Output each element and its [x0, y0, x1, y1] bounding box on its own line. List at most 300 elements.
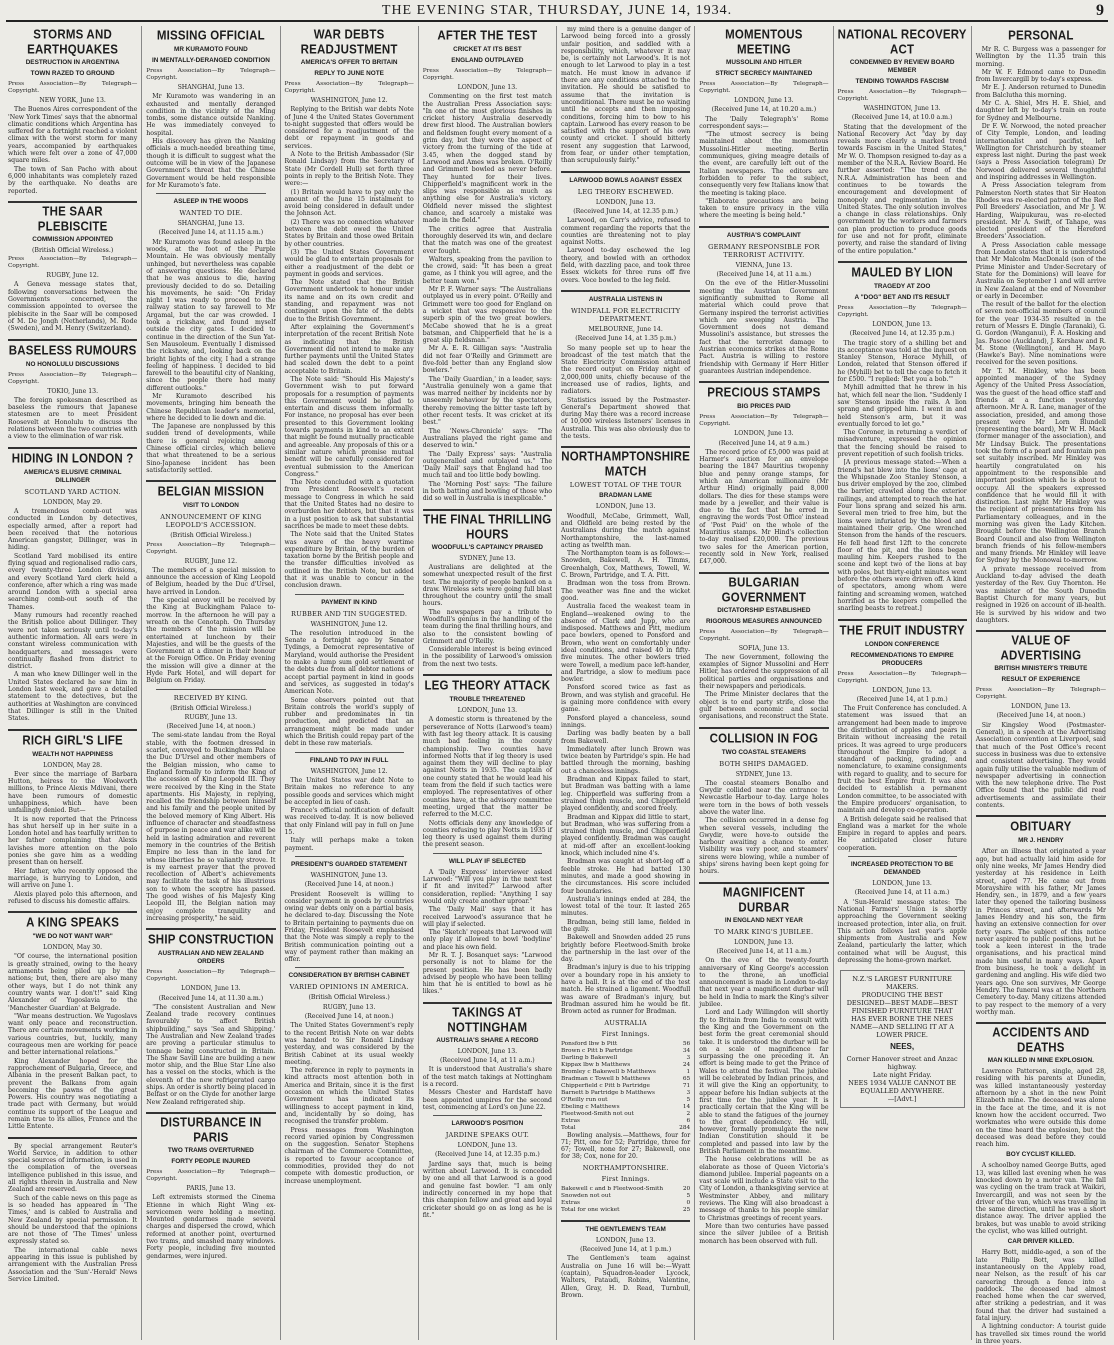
article-subheading: CAR DRIVER KILLED.: [1007, 1238, 1075, 1246]
article-subheading: TOWN RAZED TO GROUND: [30, 70, 115, 77]
article-paragraph: The United States war debt Note to Britain makes no reference to any possible goods and services which might be accepted in lieu of cash.: [284, 776, 414, 806]
article-paragraph: The 'Daily Telegraph's' Rome correspondent says:—: [699, 115, 829, 130]
article-paragraph: Ponsford played a chanceless, sound innings.: [561, 714, 691, 729]
press-credit: Press Association—By Telegraph—Copyright.: [699, 414, 829, 428]
article-dateline: WASHINGTON, June 13.: [863, 105, 941, 112]
scorecard-line: [561, 1207, 690, 1214]
article-dateline: LONDON, June 13.: [457, 1142, 518, 1150]
article-paragraph: Mr R. C. Burgess was a passenger for Wellington by the 11.35 train this morning.: [975, 46, 1106, 68]
article-dateline: (Received June 14, at 12.35 p.m.): [849, 330, 955, 338]
article-subheading: A "DOG" BET AND ITS RESULT: [854, 293, 950, 301]
article-dateline: LONDON, June 13.: [872, 320, 932, 328]
article-dateline: SHANGHAI, June 13.: [177, 220, 245, 228]
article-paragraph: Mr C. A. Shiel, Mrs H. E. Shiel, and daughter left by to-day's train en route for Sydney and Melbourne.: [975, 100, 1106, 122]
article-dateline: SYDNEY, June 13.: [459, 554, 516, 562]
article-paragraph: The collision occurred in a dense fog when several vessels, including the Gwydir, were hove-to outside the harbour awaiting a chance to enter. Visibility was very poor, and steamers' sirens were blowing, while a number of ships' sirens having been kept going for hours.: [699, 817, 829, 876]
article-subheading: PAYMENT IN KIND: [321, 598, 377, 606]
article-subheading: BOTH SHIPS DAMAGED.: [719, 759, 809, 768]
article-paragraph: A Press Association telegram from Palmerston North states that Sir Heaton Rhodes was re-elected patron of the Red Poll Breeders' Association, and Mr J. W. Harding, Waipukurau, was re-elected president. Mr A. Swift, of Tahape, was elected president of the Hereford Breeders' Association.: [975, 182, 1106, 241]
press-credit: Press Association—By Telegraph—Copyright.: [146, 68, 276, 81]
article-subheading: MAN KILLED IN MINE EXPLOSION.: [987, 1057, 1094, 1065]
article-dateline: LONDON, June 13.: [734, 430, 794, 438]
article-subheading: ENGLAND OUTPLAYED: [451, 57, 524, 64]
page-number: 9: [1096, 2, 1104, 19]
article-headline: THE SAAR PLEBISCITE: [37, 204, 108, 234]
article-dateline: VIENNA, June 13.: [735, 261, 793, 269]
article-headline: MOMENTOUS MEETING: [725, 28, 803, 57]
article-subheading: AUSTRIA'S COMPLAINT: [726, 231, 801, 239]
article-subheading: TO MARK KING'S JUBILEE.: [714, 927, 814, 936]
advertisement-line: N.Z.'S LARGEST FURNITURE MAKERS.: [852, 975, 952, 992]
press-credit: Press Association—By Telegraph—Copyright.: [146, 1168, 276, 1182]
article-dateline: WASHINGTON, June 12.: [310, 620, 388, 628]
press-credit: Press Association—By Telegraph—Copyright.: [837, 670, 967, 684]
article-subheading: AUSTRALIA'S SHARE A RECORD: [436, 1036, 539, 1044]
article-subheading: WEALTH NOT HAPPINESS: [32, 750, 114, 758]
article-subheading: DICTATORSHIP ESTABLISHED: [717, 606, 811, 614]
article-subheading: LARWOOD'S POSITION: [451, 1120, 524, 1128]
article-paragraph: The Japanese are nonplussed by this sudden trend of developments, while there is general rejoicing among Chinese official circles, which believe that what threatened to be a serious Sino-Japanese incident has been satisfactorily settled.: [146, 423, 276, 474]
scorecard-entry: Extras: [561, 1117, 581, 1124]
divider: [976, 815, 1106, 817]
press-credit: Press Association—By Telegraph—Copyright.: [146, 541, 276, 555]
divider: [295, 967, 404, 968]
article-paragraph: Messrs Chester and Hardstaff have been appointed umpires for the second test, commencing at Lord's on June 22.: [422, 1089, 552, 1111]
scorecard-runs: 56: [682, 1040, 691, 1047]
article-paragraph: Left extremists stormed the Cinema Etienne in which Right Wing ex-servicemen were holding a meeting. Mounted gendarmes made several charges and dispersed the crowd, which reformed at another point, overturned two trams, and smashed many windows. Forty people, including five mounted gendarmes, were injured.: [146, 1194, 276, 1260]
article-headline: MAULED BY LION: [851, 265, 953, 280]
article-subheading: TRAGEDY AT ZOO: [873, 282, 931, 290]
article-paragraph: Bakewell and Snowden added 25 runs brightly before Fleetwood-Smith broke the partnership in the last over of the day.: [561, 934, 691, 964]
article-paragraph: The 'News-Chronicle' says: "The Australians played the right game and deserved to win.": [422, 427, 552, 450]
press-credit: Press Association—By Telegraph—Copyright.: [699, 81, 829, 94]
article-subheading: First Innings.: [601, 1174, 650, 1183]
article-paragraph: [A previous message stated:—When a friend's hat blew into the lions' cage at the Whipsnade Zoo Stanley Stenson, a bus driver employed by the zoo, climbed the barrier, crawled along the exterior railings, and attempted to reach the hat. Four lions sprang and seized his arm. Several men tried to free him, but the lions were infuriated by the blood and maintained their grip. One wrenched Stenson from the hands of the rescuers. He fell head first 12ft to the concrete floor of the pit, and the lions began mauling him. Keepers rushed to the scene and kept two of the lions at bay with poles, but thirty-eight minutes went before the others were driven off. A kind of spectators, among whom were fainting and screaming women, watched horrified as the keepers compelled the snarling beasts to retreat.]: [837, 459, 967, 613]
article-headline: OBITUARY: [1010, 820, 1072, 835]
divider: [838, 619, 967, 621]
article-paragraph: "The utmost secrecy is being maintained about the momentous Mussolini-Hitler meeting. Berlin communiques, giving meagre details of the event, are carefully left out of the Italian newspapers. The editors are forbidden to refer to the subject, consequently very few Italians know that the meeting is taking place.: [699, 131, 829, 197]
article-dateline: (Received June 14, at 11.30 a.m.): [158, 994, 264, 1002]
article-subheading: FORTY PEOPLE INJURED: [171, 1157, 251, 1165]
divider: [146, 480, 275, 482]
article-paragraph: my mind there is a genuine danger of Larwood being forced into a grossly unfair position, and saddled with a responsibility, which, whatever it may be, is certainly not Larwood's. It is not enough to let Larwood to play in a test match. He must know in advance if there are any conditions attached to the invitation. He should be satisfied to assume that the invitation is unconditional. There must be no waiting until he accepts and then imposing conditions, forcing him to bow to his captain. Larwood has every reason to be satisfied with the support of his own county and cricket. I should bitterly resent any suggestion that Larwood, from fear, or under other temptation, than scrupulously fairly.": [561, 26, 691, 165]
article-paragraph: Mr T. M. Hinkley, who has been appointed manager of the Sydney Agency of the United Press Association, was the guest of the head office staff and friends at a function yesterday afternoon. Mr A. R. Lane, manager of the association, presided, and among those present were Mr Lorn Blundell (representing the board), Mr W. H. Mack (former manager of the association), and Mr Lindsay Buick. The presentations took the form of a pearl and fountain pen set suitably inscribed. Mr Hinkley was heartily congratulated on his appointment to the responsible and important position which he is about to occupy. All the speakers expressed confidence that he would fill it with distinction. Last night Mr Hinkley was the recipient of presentations from his Parliamentary colleagues, and in the morning was given the Lady Kitchen. Brought before the Wellington Branch Board Council and also from Wellington branch friends of his fellow-members and many friends. Mr Hinkley will leave for Sydney by the Monowai to-morrow.: [975, 367, 1106, 565]
article-paragraph: The house celebrations will be as elaborate as those of Queen Victoria's diamond jubilee. Imperial pageants on a vast scale will include a State visit to the City of London, a thanksgiving service at Westminster Abbey, and military reviews. The King will also broadcast a message of thanks to his people similar to Christmas greetings of recent years.: [699, 1156, 829, 1222]
scorecard-runs: 14: [682, 1103, 691, 1110]
divider: [699, 882, 828, 884]
article-dateline: LONDON, June 13.: [457, 707, 518, 715]
article-subheading: THE GENTLEMEN'S TEAM: [585, 1225, 666, 1233]
scorecard-line: [561, 1076, 690, 1083]
scorecard-entry: Brown c Pitt b Partridge: [561, 1047, 633, 1054]
article-headline: AFTER THE TEST: [437, 29, 538, 43]
divider: [8, 729, 137, 731]
press-credit: Press Association—By Telegraph—Copyright.: [699, 628, 829, 642]
scorecard-runs: 3: [686, 1054, 691, 1061]
article-paragraph: It is understood that Australia's share of the test match takings at Nottingham is a record.: [422, 1066, 552, 1088]
article-headline: TAKINGS AT NOTTINGHAM: [447, 1005, 528, 1035]
article-headline: STORMS AND EARTHQUAKES: [27, 28, 119, 57]
article-paragraph: Commenting on the first test match the Australian Press Association says: "In one of the most glorious finishes in cricket history Australia deservedly drew first blood. The Australian bowlers and fieldsmen fought every moment of a grim day, but they wore the aspect of victory from the turning of the tide at 3.45, when the dogged stand by Larwood and Ames was broken. O'Reilly and Grimmett bowled as never before. They hunted for their lives. Chipperfield's magnificent work in the slips was responsible as much as anything else for Australia's victory. Oldfield never missed the slightest chance, and scarcely a mistake was made in the field.": [422, 93, 552, 225]
article-headline: BELGIAN MISSION: [157, 485, 265, 500]
advertisement-line: Corner Hanover street and Anzac highway.: [846, 1055, 958, 1072]
article-subheading: CONSIDERATION BY BRITISH CABINET: [288, 972, 410, 980]
article-dateline: (Received June 14, at 10.20 a.m.): [711, 106, 817, 114]
article-paragraph: Considerable interest is being evinced in the possibility of Larwood's omission from the next two tests.: [422, 646, 552, 668]
article-dateline: LONDON, June 13.: [1011, 703, 1071, 711]
article-subheading: ASLEEP IN THE WOODS: [173, 198, 249, 206]
press-credit: Press Association—By Telegraph—Copyright.: [8, 256, 138, 270]
article-paragraph: Immediately after lunch Brown was twice beaten by Partridge's spin. He had battled through the morning, bashing out a chanceless innings.: [561, 745, 691, 775]
article-subheading: VARIED OPINIONS IN AMERICA.: [289, 983, 409, 992]
divider: [423, 1002, 552, 1004]
article-subheading: PRESIDENT'S GUARDED STATEMENT: [290, 860, 408, 868]
divider: [699, 381, 828, 383]
article-subheading: NORTHAMPTONSHIRE.: [582, 1163, 669, 1172]
scorecard-entry: O'Reilly run out: [561, 1096, 608, 1103]
divider: [848, 856, 957, 857]
article-paragraph: A private message received from Auckland to-day advised the death yesterday of the Rev. Guy Thornton. He was minister of the South Dunedin Baptist Church for many years, but resigned in 1926 on account of ill-health. He is survived by his widow and two daughters.: [975, 565, 1106, 624]
scorecard-entry: Darling b Bakewell: [561, 1054, 618, 1061]
article-dateline: (Received June 14, at 11 a.m.): [716, 947, 812, 955]
article-paragraph: Her father, who recently opposed the marriage, is hurrying to London, and will arrive on June 1.: [8, 867, 138, 890]
article-paragraph: Australians are delighted at the somewhat unexpected result of the first test. The majority of people banked on a draw. Wireless sets were going full blast throughout the country until the small hours.: [422, 563, 552, 608]
article-paragraph: Replying to the British war debts Note of June 4 the United States Government to-night suggested that offers would be considered for a readjustment of the debt or repayment in goods and services.: [284, 106, 414, 150]
article-paragraph: On the eve of the Hitler-Mussolini meeting the Austrian Government significantly submitted to Rome all material which could prove that Germany inspired the terrorist activities which are sweeping Austria. The Government does not demand Mussolini's assistance, but stresses the fact that the terrorist damage to Austrian economics strikes at the Rome Pact. Austria is willing to restore friendship with Germany if Herr Hitler guarantees Austrian independence.: [699, 280, 829, 375]
scorecard-line: [561, 1200, 690, 1207]
article-subheading: MR J. HENDRY: [1018, 837, 1064, 845]
article-paragraph: Such of the cable news on this page as is so headed has appeared in 'The Times,' and is cabled to Australia and New Zealand by special permission. It should be understood that the opinions are not those of 'The Times' unless expressly stated so.: [8, 1194, 138, 1246]
article-dateline: MELBOURNE, June 14.: [588, 325, 663, 333]
article-dateline: (Received June 14, at noon.): [996, 712, 1086, 720]
article-dateline: LONDON, May 30.: [43, 944, 103, 952]
scorecard-line: [561, 1041, 690, 1048]
article-paragraph: The resolution introduced in the Senate a fortnight ago by Senator Tydings, a Democrat representative of Maryland, would authorise the President to make a lump sum gold settlement of the debts due from all debtor nations or accept partial payment in kind in goods and services, as suggested in today's American Note.: [284, 629, 414, 696]
article-paragraph: The special envoy will be received by the King at Buckingham Palace to-morrow. In the afternoon he will pay a wreath on the Cenotaph. On Thursday the members of the mission will be entertained at luncheon by their Majesties, and will be the guests of the Government at a dinner in their honour at the Foreign Office. On Friday evening the mission will give a dinner at the Hyde Park Hotel, and will depart for Belgium on Friday.: [146, 597, 276, 685]
scorecard-entry: Total for one wicket: [561, 1206, 620, 1213]
scorecard-line: [561, 1083, 690, 1090]
article-subheading: COMMISSION APPOINTED: [32, 235, 113, 243]
press-credit: Press Association—By Telegraph—Copyright.: [8, 81, 138, 94]
article-paragraph: After an illness that originated a year ago, but had actually laid him aside for only nine weeks, Mr James Hendry died yesterday at his residence in Leith street, aged 77. He came out from Morayshire with his father, Mr James Hendry, sen., in 1879, and a few years later they opened the tailoring business in Princes street, and afterwards Mr James Hendry and his son, the firm having an extensive connection for over forty years. The subject of this notice never aspired to public positions, but he took a keen interest in the trade organisations, and his practical mind made him useful in many ways. Apart from business, he took a delight in gardening and angling. His wife died two years ago. One son survives, Mr George Hendry. The funeral was at the Northern Cemetery to-day. Many citizens attended to pay respect to the memory of a very worthy man.: [975, 848, 1106, 1016]
article-paragraph: The United States Government's reply to the recent British Note on war debts was handed to Sir Ronald Lindsay yesterday, and was considered by the British Cabinet at its usual weekly meeting.: [284, 1022, 414, 1066]
divider: [561, 1220, 690, 1222]
article-subheading: RIGOROUS MEASURES ANNOUNCED: [705, 617, 822, 625]
article-headline: PERSONAL: [1008, 29, 1074, 43]
article-headline: VALUE OF ADVERTISING: [1000, 634, 1082, 663]
article-subheading: NO HONOLULU DISCUSSIONS: [25, 360, 120, 368]
article-subheading: IN MENTALLY-DERANGED CONDITION: [151, 57, 270, 64]
divider: [433, 853, 542, 854]
column-4: [419, 26, 557, 1340]
divider: [423, 674, 552, 676]
article-paragraph: The reference in reply to payments in kind attracts most attention both in America and Britain, since it is the first occasion on which the United States Government has indicated its willingness to accept payment in kind, and, incidentally by so doing, has recognised the transfer problem.: [284, 1067, 414, 1126]
article-dateline: LONDON, June 13.: [595, 1236, 656, 1244]
article-subheading: RESULT OF EXPERIENCE: [1001, 676, 1081, 684]
article-paragraph: The semi-state landau from the Royal stable, with the footmen dressed in scarlet, conveyed to Buckingham Palace the Duc D'Ursel and other members of the Belgian mission, who came to England formally to inform the King of the accession of King Leopold III. They were received by the King in the State apartments. His Majesty, in replying, recalled the friendship between himself and his family and the people united by the beloved memory of King Albert. His influence of character and steadfastness of purpose in peace and war alike will be held in lasting admiration and reverent memory in the countries of the British Empire no less than in the land for whose liberties he so valiantly strove. It is my earnest prayer that the proved recollection of Albert's achievements may facilitate the task of his illustrious son to whom the sceptre has passed. The good wishes of his Majesty King Leopold III, the Belgian nation may enjoy complete tranquility and increasing prosperity," he said.: [146, 732, 276, 922]
article-paragraph: Darling was badly beaten by a ball from Bakewell.: [561, 730, 691, 745]
masthead-title: THE EVENING STAR, THURSDAY, JUNE 14, 1934.: [381, 3, 733, 18]
article-dateline: LONDON, June 13.: [181, 985, 241, 993]
scorecard-runs: 25: [682, 1206, 691, 1213]
article-headline: THE FINAL THRILLING HOURS: [423, 512, 552, 542]
divider: [8, 339, 137, 341]
divider: [561, 290, 690, 292]
scorecard-line: [561, 1111, 690, 1118]
article-paragraph: "The consistent Australian and New Zealand trade recovery continues favourably to affect British shipbuilding," says 'Sea and Shipping.' The Australian and New Zealand trades are proving a particular stimulus to tonnage being constructed in Britain. The Shaw Savill Line are building a new motor ship, and the Blue Star Line also has a vessel on the stocks, which is the eleventh of the new refrigerated cargo ships. An order is shortly being placed in Belfast or on the Clyde for another large New Zealand refrigerated ship.: [146, 1003, 276, 1106]
article-headline: NATIONAL RECOVERY ACT: [837, 28, 967, 57]
scorecard-line: [561, 1125, 690, 1132]
article-headline: COLLISION IN FOG: [709, 731, 819, 746]
article-subheading: RUBBER AND TIN SUGGESTED.: [291, 609, 408, 618]
press-credit: Press Association—By Telegraph—Copyright.: [837, 304, 967, 318]
column-8: [972, 26, 1110, 1345]
scorecard-line: [561, 1048, 690, 1055]
article-paragraph: The Gentlemen's team against Australia on June 16 will be:—Wyatt (captain), Squadron-leader Lycock, Walters, Pataudi, Robins, Valentine, Allen, Gray, H. D. Read, Turnbull, Brown.: [561, 1255, 691, 1299]
article-subheading: WOODFULL'S CAPTAINCY PRAISED: [431, 543, 544, 551]
scorecard-line: [561, 1104, 690, 1111]
article-paragraph: "Of course, the international position is greatly strained, owing to the heavy armaments being piled up by the nations; but, then, there are also many other ways, but I do not think any country wants war. I don't!" said King Alexander of Yugoslavia to the 'Manchester Guardian' at Belgrade.: [8, 953, 138, 1012]
scorecard-line: [561, 1186, 690, 1193]
article-paragraph: Lord and Lady Willingdon will shortly fly to Britain from India to consult with the King and the Government on the best form the great ceremonial should take. It is understood the durbar will be on a scale of magnificence far surpassing the one preceding it. An effort is being made to get the Prince of Wales to attend the festival. The jubilee will be celebrated by Indian princes, and it will give the King an opportunity, to appear before his Indian subjects at the first time for the jubilee year. It is practically certain that the King will be able to stand the fatigues of the journey to the great dependency. He will, however, formally promulgate the new Indian Constitution should it be completed and passed into law by the British Parliament in the meantime.: [699, 1009, 829, 1155]
article-dateline: (Received June 14, at 9 a.m.): [718, 439, 810, 447]
divider: [295, 856, 404, 857]
article-paragraph: The Prime Minister declares that the object is to end party strife, close the gulf between economic and social organisations, and reconstruct the State.: [699, 691, 829, 721]
article-dateline: WASHINGTON, June 12.: [310, 97, 388, 104]
article-paragraph: The coastal steamers Bonalbo and Gwydir collided near the entrance to Newcastle Harbour to-day. Large holes were torn in the bows of both vessels above the water line.: [699, 779, 829, 816]
article-paragraph: The Buenos Aires correspondent of the 'New York Times' says that the abnormal climatic conditions which Argentina has suffered for a fortnight reached a violent climax with the worst storm for many years, accompanied by earthquakes which were felt over a zone of 47,000 square miles.: [8, 106, 138, 165]
article-subheading: FINLAND TO PAY IN FULL: [309, 756, 389, 764]
article-subheading: BRITISH MINISTER'S TRIBUTE: [994, 665, 1088, 673]
scorecard-runs: 20: [682, 1185, 691, 1192]
scorecard-runs: 1: [686, 1068, 691, 1075]
article-dateline: LONDON, May 29.: [43, 498, 103, 506]
article-paragraph: The result of the ballot for the election of seven non-official members of council for the year 1934-35 resulted in the return of Messrs E. Dingle (Taranaki), G. G. Gordon (Wanganui), F. A. Hosking and Jas. Pascoe (Auckland), J. Kershaw and R. M. Stone (Wellington), and H. Mayo (Hawke's Bay). Nine nominations were received for the seven positions.: [975, 301, 1106, 367]
scorecard-runs: 24: [682, 1061, 691, 1068]
article-paragraph: Stating that the development of the National Recovery Act "day by day reveals more clearly a marked trend towards Fascism in the United States," Mr W. O. Thompson resigned to-day as a member of the N.R.A. Review Board. He further asserted: "The trend of the N.R.A. Administration has been and continues to be towards the encouragement and development of monopoly and regimentation in the United States. The only solution involves a change in class relationships. Only government by the workers and farmers can plan production to produce goods for use and not for profit, eliminate poverty, and raise the standard of living of the entire population.": [837, 123, 967, 255]
article-paragraph: France's official notification of default was received to-day. It is now believed that only Finland will pay in full on June 15.: [284, 807, 414, 837]
advertisement-line: —[Advt.]: [887, 1095, 917, 1104]
divider: [699, 727, 828, 729]
article-dateline: (Received June 14, at 11 a.m.): [716, 271, 812, 279]
article-paragraph: The 'Morning Post' says: "The failure in both batting and bowling of those who did so well in Australia is inexplicable.": [422, 480, 552, 503]
article-dateline: SOFIA, June 13.: [738, 644, 790, 652]
article-dateline: LONDON, May 28.: [43, 761, 103, 769]
scorecard-entry: Fleetwood-Smith not out: [561, 1110, 634, 1117]
scorecard-entry: Ponsford lbw b Pitt: [561, 1040, 618, 1047]
article-dateline: TOKIO, June 13.: [47, 387, 99, 395]
press-credit: Press Association—By Telegraph—Copyright.: [8, 371, 138, 385]
scorecard-runs: 34: [682, 1047, 691, 1054]
article-paragraph: Bradman and Kippax failed to start, but Bradman was batting with a lame leg. Chipperfield was suffering from a strained thigh muscle, and Chipperfield played confidently, and scored freely.: [561, 776, 691, 813]
scorecard-line: [561, 1090, 690, 1097]
article-paragraph: Australia faced the weakest team in England—weakened owing to the absence of Clark and Jupp, who are indisposed. Matthews and Pitt, medium pace bowlers, opened to Ponsford and Brown, who went on comfortably under ideal conditions, and raised 40 in fifty-five minutes. The other bowlers tried were Towell, a medium pace left-hander, and Partridge, a slow to medium pace bowler.: [561, 603, 691, 684]
article-dateline: (Received June 14, at 10.0 a.m.): [851, 114, 953, 122]
scorecard-entry: Bakewell c and b Fleetwood-Smith: [561, 1185, 664, 1192]
article-paragraph: Sir Kingsley Wood (Postmaster-General), in a speech at the Advertising Association convention at Liverpool, said that much of the Post Office's recent success in business was due to extensive and consistent advertising. They would again fully utilise the valuable medium of newspaper advertising in connection with the new telephone drive. The Post Office found that the public did read advertisements and assimilate their contents.: [975, 721, 1106, 810]
article-subheading: First Innings.: [601, 1029, 650, 1038]
article-paragraph: By special arrangement Reuter's World Service, in addition to other special sources of information, is used in the compilation of the overseas intelligence published in this issue, and all rights therein in Australia and New Zealand are reserved.: [8, 1142, 138, 1194]
column-1: [4, 26, 142, 1340]
article-paragraph: Bradman, being still lame, fielded in the gully.: [561, 918, 691, 933]
article-headline: WAR DEBTS READJUSTMENT: [300, 28, 398, 57]
article-dateline: WASHINGTON, June 13.: [310, 871, 388, 879]
scorecard-line: [561, 1062, 690, 1069]
article-paragraph: A Press Association cable message from London states that it is understood that Mr Malcolm MacDonald (son of the Prime Minister and Under-Secretary of State for the Dominions) will leave for Australia on September 1 and will arrive in New Zealand at the end of November or early in December.: [975, 241, 1106, 300]
article-paragraph: A Note to the British Ambassador (Sir Ronald Lindsay) from the Secretary of State (Mr Cordell Hull) set forth three points in reply to the British Note. They were:—: [284, 151, 414, 188]
article-dateline: (Received June 14, at 11 a.m.): [440, 1057, 535, 1065]
divider: [8, 201, 137, 203]
article-dateline: SYDNEY, June 13.: [735, 770, 793, 778]
scorecard-entry: Total: [561, 1124, 576, 1131]
article-dateline: (Received June 14, at 11 a.m.): [854, 889, 950, 897]
article-paragraph: Mr R. T. J. Bosanquet says: "Larwood personally is not to blame for the present position. He has been badly advised by people who have been telling him that he is entitled to bowl as he likes.": [422, 951, 552, 996]
article-dateline: LONDON, June 13.: [457, 84, 518, 91]
article-headline: MAGNIFICENT DURBAR: [722, 885, 805, 915]
article-paragraph: Bradman was caught at short-leg off a feeble stroke. He had batted 130 minutes, and made a good showing in the circumstances. His score included four boundaries.: [561, 858, 691, 895]
article-paragraph: The record price of £5,000 was paid at Harmer's auction for an envelope bearing the 1847 Mauritius twopenny blue and penny orange stamps, for which an American millionaire (Mr Arthur Hind) originally paid 8,000 dollars. The dies for these stamps were made by a jeweller, and their value is due to the fact that he erred in engraving the words 'Post Office' instead of 'Post Paid' on the whole of the Mauritius stamps. Mr Hind's collection to-day realised £20,000. The previous two sales for the American portion, recently sold in New York, realised £47,000.: [699, 448, 829, 566]
newspaper-columns: [4, 26, 1110, 1345]
scorecard-line: [561, 1055, 690, 1062]
article-subheading: VISIT TO LONDON: [182, 502, 239, 510]
article-headline: MISSING OFFICIAL: [156, 29, 265, 43]
article-paragraph: So many people set up to hear the broadcast of the test match that the State Electricity Commission attained the record output on Friday night of 2,000,000 units, chiefly because of the increased use of radios, lights, and radiators.: [561, 344, 691, 396]
article-dateline: LONDON, June 13.: [457, 1047, 518, 1055]
article-paragraph: King Alexander hoped for the rapprochement of Bulgaria, Greece, and Albania in the present Balkan pact, to prevent the Balkans from again becoming the pawns of the great Powers. His country was negotiating a trade pact with Germany, but would continue its support of the League and remain true to its allies, France and the Little Entente.: [8, 1057, 138, 1131]
scorecard-entry: Kippax lbw b Matthews: [561, 1061, 631, 1068]
article-dateline: (Received June 14, at noon.): [304, 1013, 394, 1021]
article-paragraph: Bradman's injury is due to his tripping over a boundary rope in his anxiety to have a ball. It is at the end of the test match. He strained a ligament. Woodfull was aware of Bradman's injury, but Bradman assured him he would be fit. Brown acted as runner for Bradman.: [561, 964, 691, 1016]
masthead: [6, 2, 1108, 22]
article-paragraph: A lightning conductor: A tourist guide has travelled six times round the world in three years.: [975, 1323, 1106, 1345]
scorecard-entry: Extras: [561, 1199, 581, 1206]
article-paragraph: On the eve of the twenty-fourth anniversary of King George's accession to the throne, an unofficial announcement is made in London to-day that next year a magnificent durbar will be held in India to mark the King's silver jubilee.: [699, 957, 829, 1009]
article-subheading: ANNOUNCEMENT OF KING LEOPOLD'S ACCESSION.: [160, 513, 262, 530]
article-dateline: LONDON, June 13.: [872, 686, 932, 694]
article-subheading: BOY CYCLIST KILLED.: [1006, 1151, 1076, 1159]
divider: [699, 226, 828, 228]
article-paragraph: Ponsford scored twice as fast as Brown, and was stylish and graceful. He is gaining more confidence with every game.: [561, 684, 691, 714]
article-paragraph: Mr Kuramoto was wandering in an exhausted and mentally deranged condition in the vicinity of the Ming tombs, some distance outside Nanking. He was immediately conveyed to hospital.: [146, 93, 276, 137]
article-dateline: (Received June 14, at 1 p.m.): [580, 1246, 672, 1254]
article-paragraph: President Roosevelt is willing to consider payment in goods by countries owing war debts only on a partial basis, he declared to-day. Discussing the Note to Britain pertaining to payments due on Friday, President Roosevelt emphasised that the Note was simply a reply to the British communication pointing out a way of payment rather than making an offer.: [284, 890, 414, 964]
article-dateline: (Received June 14, at noon.): [304, 881, 394, 889]
article-subheading: DESTRUCTION IN ARGENTINA: [25, 59, 120, 66]
divider: [146, 928, 275, 930]
article-paragraph: A British delegate said he realised that England was a market for the whole Empire in regard to apples and pears. He anticipated closer future cooperation.: [837, 815, 967, 852]
article-subheading: "WE DO NOT WANT WAR": [32, 933, 113, 941]
article-subheading: GERMANY RESPONSIBLE FOR TERRORIST ACTIVITY.: [708, 242, 820, 259]
article-paragraph: Mr P. F. Warner says: "The Australians outplayed us in every point. O'Reilly and Grimmett were too good for England on a wicket that was responsive to the superb spin of the two great bowlers. McCabe showed that he is a great batsman, and Chipperfield that he is a great slip fieldsman.": [422, 286, 552, 345]
article-dateline: (British Official Wireless.): [170, 532, 252, 540]
advertisement-line: NEES,: [890, 1042, 915, 1052]
scorecard-line: [561, 1069, 690, 1076]
article-subheading: TROUBLE THREATENED: [449, 696, 526, 704]
article-subheading: AMERICA'S OFFER TO BRITAIN: [300, 59, 398, 66]
article-paragraph: The tragic story of a shilling bet and its acceptance was told at the inquest on Stanley Stenson, Horace Myhill, of London, related that Stenson offered if he (Myhill) bet to tell the cage to fetch it for £500. "I replied: 'Bet you a bob.'": [837, 339, 967, 384]
scorecard-line: [561, 1118, 690, 1125]
article-headline: BASELESS RUMOURS: [8, 343, 137, 358]
column-6: [695, 26, 833, 1340]
article-dateline: (British Official Wireless.): [32, 246, 114, 254]
scorecard-runs: 2: [686, 1110, 691, 1117]
article-paragraph: His discovery has given the Nanking officials a much-needed breathing time, though it is difficult to suggest what the outcome will be in view of the Japanese Government's threat that the Chinese Government would be held responsible for Mr Kuramoto's fate.: [146, 138, 276, 189]
article-paragraph: Jardine says that, much is being written about Larwood. It is conceded by one and all that Larwood is a good and genuine fast bowler. "I am only indirectly concerned in my hope that this champion fellow and great and loyal cricketer should go on as long as he is fit.": [422, 1160, 552, 1219]
scorecard-runs: 5: [686, 1192, 691, 1199]
article-headline: PRECIOUS STAMPS: [707, 386, 821, 401]
article-dateline: LONDON, June 13.: [734, 97, 794, 104]
article-headline: A KING SPEAKS: [26, 916, 120, 930]
article-paragraph: Notts officials deny any knowledge of counties refusing to play Notts in 1935 if leg theory is used against them during the present season.: [422, 819, 552, 849]
column-3: [281, 26, 419, 1340]
article-subheading: SCOTLAND YARD ACTION.: [24, 487, 121, 496]
article-paragraph: Woodfull, McCabe, Grimmett, Wall, and Oldfield are being rested by the Australians during the match against Northamptonshire, the last-named acting as twelfth man.: [561, 512, 691, 549]
scorecard-runs: 0: [686, 1199, 691, 1206]
article-dateline: (British Official Wireless.): [170, 704, 252, 712]
article-paragraph: More than two centuries have passed since the silver jubilee of a British monarch has been observed with full.: [699, 1222, 829, 1245]
article-paragraph: Many rumours had recently reached the British police about Dillinger. They were not taken seriously until to-day's authentic information. All ears were in constant wireless communication with headquarters, and messages were continually flashed from district to district.: [8, 612, 138, 671]
article-paragraph: Mr Kuramoto was found asleep in the woods, at the foot of the Purple Mountain. He was obviously mentally unhinged, but nevertheless was capable of answering questions. He declared that he was anxious to die, having previously decided to do so. Detailing his movements, he said: "On Friday night I was ready to proceed to the railway station to say farewell to Mr Argamal, but the car was crowded. I took a rickshaw, and found myself outside the city gates. I decided to continue in the direction of the Sun Yat-Sen Mausoleum. Eventually I dismissed the rickshaw, and, looking back on the bright lights of the city, I had a strange feeling of happiness. I decided to bid farewell to the beautiful city of Nanking, since the people there had many different outlooks.": [146, 238, 276, 392]
article-subheading: REPLY TO JUNE NOTE: [314, 70, 384, 77]
article-paragraph: The Note stated that the British Government undertook to honour under its name and on its own credit and standing, and repayment was not contingent upon the fate of the debts due to the British Government.: [284, 279, 414, 323]
article-subheading: INCREASED PROTECTION TO BE DEMANDED: [850, 861, 954, 877]
scorecard-runs: 71: [682, 1082, 691, 1089]
scorecard-runs: 3: [686, 1089, 691, 1096]
article-paragraph: Larwood to-day eschewed the leg theory, and bowled with an orthodox field, with dazzling pace, and took three Essex wickets for three runs off five overs. Voce bowled to the leg field.: [561, 247, 691, 284]
article-subheading: TWO TRAMS OVERTURNED: [167, 1146, 254, 1154]
article-dateline: (Received June 14, at noon.): [166, 723, 256, 731]
column-7: [834, 26, 972, 1340]
article-paragraph: Dr F. W. Norwood, the noted preacher of City Temple, London, and leading internationalist and pacifist, left Wellington for Christchurch by steamer express last night. During the past week (says a Press Association telegram) Dr Norwood delivered several thoughtful and inspiring addresses in Wellington.: [975, 122, 1106, 182]
article-paragraph: After explaining the Government's interpretation of the recent British Note as indicating that the British Government did not intend to make any further payments until the United States had scaled down the debt to a point acceptable to Britain.: [284, 323, 414, 375]
article-paragraph: A 'Sun-Herald' message states: The National Farmers' Union is shortly approaching the Government seeking increased protection, inter alia, on fruit. This action follows last year's apple shipments from Australia and New Zealand, particularly the latter, which contained what will be August, this depressing the home-grown market.: [837, 898, 967, 965]
article-dateline: NEW YORK, June 13.: [39, 97, 106, 104]
scorecard-entry: Bromley c Bakewell b Matthews: [561, 1068, 656, 1075]
press-credit: Press Association—By Telegraph—Copyright.: [422, 68, 552, 81]
divider: [295, 752, 404, 753]
press-credit: Press Association—By Telegraph—Copyright.: [146, 969, 276, 983]
scorecard-runs: 5: [686, 1096, 691, 1103]
advertisement: [840, 970, 965, 1108]
article-paragraph: Myhill admitted that he threw in his hat, which fell near the lion. "Suddenly I saw Stenson inside the rails. A lion sprang and gripped him. I went in and held Stenson's arm, but it was eventually forced to let go.": [837, 384, 967, 428]
article-headline: THE FRUIT INDUSTRY: [839, 623, 965, 638]
article-subheading: JARDINE SPEAKS OUT.: [445, 1131, 530, 1140]
article-dateline: RUGBY, June 13.: [184, 713, 238, 721]
article-subheading: CONDEMNED BY REVIEW BOARD MEMBER: [849, 59, 955, 74]
article-paragraph: Mr A. E. R. Gilligan says: "Australia did not fear O'Reilly and Grimmett are five-fold better than any England slow bowlers.": [422, 345, 552, 375]
article-paragraph: The Northampton team is as follows:—Snowden, Bakewell, A. H. Timms, Greenhalgh, Cox, Matthews, Towell, W. C. Brown, Partridge, and T. A. Pitt.: [561, 550, 691, 580]
article-paragraph: Alexis played polo this afternoon, and refused to discuss his domestic affairs.: [8, 890, 138, 905]
article-paragraph: The 'Daily Guardian,' in a leader, says: "Australia genuinely won a game that was marred neither by incidents nor by unseemly behaviour by the spectators, thereby removing the bitter taste left by other recent tests. It was cricket at its best.": [422, 375, 552, 427]
article-paragraph: (2) There was no connection whatever between the debt owed the United States by Britain and those owed Britain by other countries.: [284, 218, 414, 248]
article-paragraph: Statistics issued by the Postmaster-General's Department showed that during May there was a record increase of 10,000 wireless listeners' licenses in Australia. This was also obviously due to the tests.: [561, 396, 691, 441]
article-subheading: TENDING TOWARDS FASCISM: [855, 78, 949, 85]
divider: [838, 261, 967, 263]
article-paragraph: Lawrence Patterson, single, aged 28, residing with his parents at Dunedin, was killed instantaneously yesterday afternoon by a shot in the new Point Elizabeth mine. The deceased was alone in the face at the time, and it is not known how the accident occurred. Two workmates who were outside this dome on the time heard the explosion, but the deceased was dead before they could reach him.: [975, 1068, 1106, 1149]
divider: [976, 1022, 1106, 1024]
article-dateline: WASHINGTON, June 12.: [310, 767, 388, 775]
article-paragraph: Mr E. J. Anderson returned to Dunedin from Balclutha this morning.: [975, 84, 1106, 99]
article-headline: SHIP CONSTRUCTION: [147, 933, 274, 948]
article-paragraph: Larwood, on Carr's advice, refused to comment regarding the reports that the counties are threatening not to play against Notts.: [561, 217, 691, 247]
article-subheading: AMERICA'S ELUSIVE CRIMINAL DILLINGER: [23, 468, 122, 484]
divider: [561, 446, 690, 448]
article-paragraph: Press messages from Washington record varied opinion by Congressmen on the suggestion. Senator Stephens chairman of the Commerce Committee, is reported to favour acceptance of commodities, provided they do not compete with domestic production, or increase unemployment.: [284, 1126, 414, 1185]
article-headline: NORTHAMPTONSHIRE MATCH: [561, 450, 691, 480]
article-subheading: MR KURAMOTO FOUND: [174, 46, 248, 53]
article-paragraph: Harry Bott, middle-aged, a son of the late Philip Bott, was killed instantaneously on the Appleby road, near Nelson, as the result of his car careering through a fence into a paddock. The deceased had almost reached home when the car swerved, after striking a pedestrian, and it was found that the driver had sustained a fatal injury.: [975, 1249, 1106, 1323]
article-headline: LEG THEORY ATTACK: [424, 679, 551, 693]
